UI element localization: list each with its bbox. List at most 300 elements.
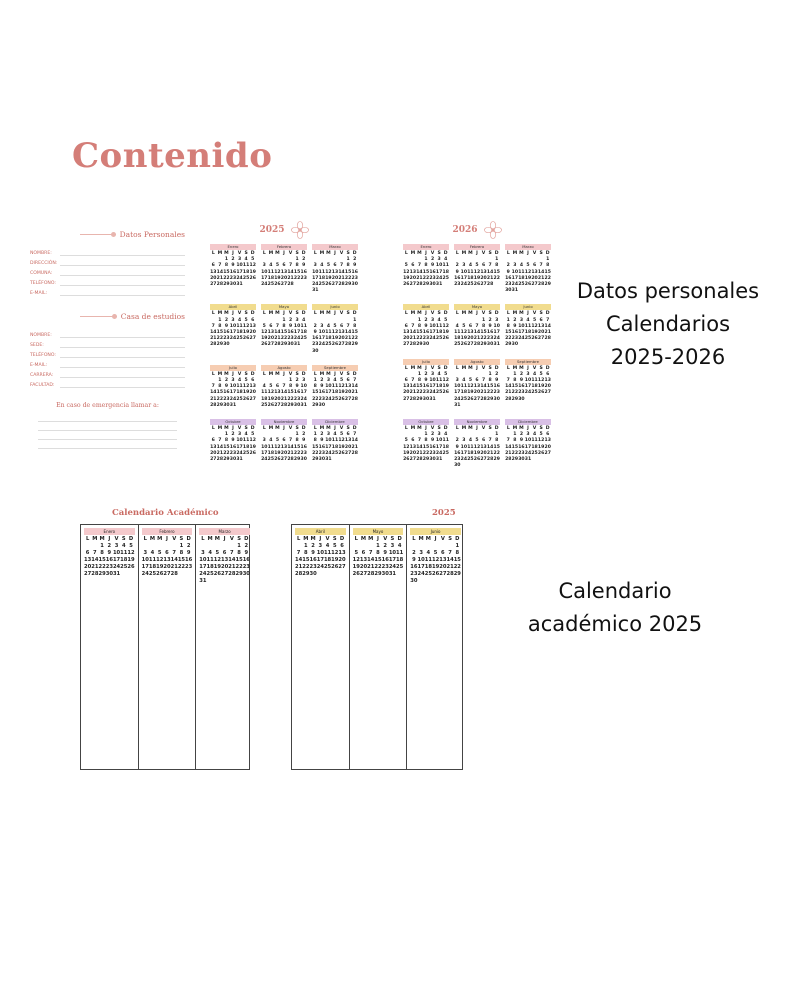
weekday-header: J bbox=[165, 536, 168, 542]
day-cell: 13 bbox=[531, 269, 538, 275]
day-cell: 22 bbox=[511, 450, 519, 456]
day-cell: 5 bbox=[157, 550, 162, 556]
day-cell: 21 bbox=[170, 564, 178, 570]
day-cell: 19 bbox=[331, 557, 339, 563]
day-cell: 3 bbox=[318, 543, 323, 549]
day-cell: 11 bbox=[242, 263, 250, 269]
day-cell: 26 bbox=[473, 282, 481, 288]
weekday-header: M bbox=[275, 311, 280, 317]
weekday-header: L bbox=[211, 371, 215, 377]
day-cell: 15 bbox=[312, 444, 319, 450]
day-cell: 10 bbox=[316, 550, 324, 556]
weekday-header: M bbox=[512, 251, 518, 256]
day-cell: 7 bbox=[546, 317, 550, 323]
month-block bbox=[261, 244, 307, 294]
month-block bbox=[505, 359, 551, 409]
day-cell: 8 bbox=[179, 550, 184, 556]
day-cell: 9 bbox=[506, 269, 510, 275]
day-cell: 17 bbox=[524, 384, 532, 390]
day-cell: 18 bbox=[331, 390, 339, 396]
day-cell: 23 bbox=[351, 275, 358, 281]
day-cell: 5 bbox=[354, 550, 359, 556]
month-name: Junio bbox=[505, 304, 551, 310]
year-header bbox=[210, 220, 358, 240]
day-cell: 11 bbox=[236, 384, 243, 390]
month-days bbox=[403, 426, 449, 463]
caption-line: 2025-2026 bbox=[610, 345, 726, 369]
weekday-header: S bbox=[539, 311, 543, 317]
weekday-header: M bbox=[217, 251, 223, 256]
day-cell: 30 bbox=[293, 402, 301, 408]
day-cell: 1 bbox=[282, 317, 286, 323]
weekday-header: V bbox=[481, 251, 486, 256]
weekday-header: V bbox=[288, 311, 293, 317]
day-cell: 18 bbox=[318, 275, 326, 281]
day-cell: 27 bbox=[249, 396, 256, 402]
day-cell: 17 bbox=[261, 275, 268, 281]
field-input-line[interactable] bbox=[60, 341, 185, 348]
day-cell: 4 bbox=[244, 257, 248, 263]
day-cell: 3 bbox=[143, 550, 148, 556]
day-cell: 21 bbox=[287, 450, 294, 456]
day-cell: 8 bbox=[417, 323, 422, 329]
day-cell: 23 bbox=[309, 564, 317, 570]
day-cell: 4 bbox=[426, 550, 431, 556]
field-input-line[interactable] bbox=[60, 351, 185, 358]
day-cell: 7 bbox=[506, 438, 510, 444]
ornament-line bbox=[80, 234, 116, 235]
weekday-header: L bbox=[455, 365, 459, 371]
field-input-line[interactable] bbox=[60, 249, 185, 256]
field-input-line[interactable] bbox=[60, 289, 185, 296]
day-cell: 15 bbox=[486, 384, 494, 390]
day-cell: 25 bbox=[236, 336, 243, 342]
month-name: Abril bbox=[210, 304, 256, 310]
form-field bbox=[30, 276, 185, 286]
month-days bbox=[505, 311, 551, 348]
day-cell: 19 bbox=[274, 275, 281, 281]
form-field bbox=[30, 368, 185, 378]
day-cell: 23 bbox=[105, 564, 113, 570]
day-cell: 3 bbox=[437, 432, 441, 438]
weekday-header: S bbox=[488, 365, 492, 371]
day-cell: 24 bbox=[293, 336, 301, 342]
day-cell: 27 bbox=[409, 457, 417, 463]
day-cell: 30 bbox=[410, 578, 418, 584]
day-cell: 7 bbox=[282, 384, 286, 390]
day-cell: 5 bbox=[462, 323, 466, 329]
weekday-header: L bbox=[354, 536, 358, 542]
day-cell: 1 bbox=[513, 371, 517, 377]
form-field bbox=[30, 358, 185, 368]
weekday-header: M bbox=[410, 251, 416, 256]
section-header bbox=[30, 226, 185, 242]
day-cell: 28 bbox=[544, 336, 551, 342]
field-input-line[interactable] bbox=[60, 361, 185, 368]
weekday-header: M bbox=[303, 536, 309, 542]
month-name: Marzo bbox=[505, 244, 551, 250]
day-cell: 11 bbox=[148, 557, 157, 563]
day-cell: 8 bbox=[353, 323, 357, 329]
day-cell: 19 bbox=[267, 396, 275, 402]
month-days bbox=[454, 251, 500, 288]
day-cell: 2 bbox=[186, 543, 191, 549]
day-cell: 16 bbox=[505, 275, 512, 281]
day-cell: 19 bbox=[127, 557, 135, 563]
day-cell: 4 bbox=[468, 438, 473, 444]
day-cell: 11 bbox=[267, 444, 275, 450]
day-cell: 7 bbox=[539, 263, 543, 269]
day-cell: 24 bbox=[429, 390, 436, 396]
day-cell: 13 bbox=[210, 444, 217, 450]
day-cell: 17 bbox=[236, 444, 243, 450]
day-cell: 19 bbox=[537, 384, 545, 390]
day-cell: 17 bbox=[293, 330, 301, 336]
day-cell: 22 bbox=[302, 564, 310, 570]
day-cell: 1 bbox=[295, 432, 299, 438]
day-cell: 14 bbox=[170, 557, 178, 563]
day-cell: 31 bbox=[312, 288, 319, 294]
datos-personales-section bbox=[30, 226, 185, 296]
form-field bbox=[30, 266, 185, 276]
academic-page-2 bbox=[291, 524, 463, 770]
day-cell: 7 bbox=[448, 550, 452, 556]
day-cell: 26 bbox=[242, 396, 250, 402]
field-label: TELÉFONO: bbox=[30, 281, 56, 286]
day-cell: 9 bbox=[313, 330, 317, 336]
month-name: Agosto bbox=[261, 365, 307, 371]
weekday-header: M bbox=[417, 426, 422, 432]
day-cell: 20 bbox=[403, 336, 410, 342]
day-cell: 12 bbox=[213, 557, 221, 563]
day-cell: 25 bbox=[524, 336, 532, 342]
day-cell: 31 bbox=[524, 457, 532, 463]
day-cell: 15 bbox=[544, 269, 551, 275]
weekday-header: J bbox=[232, 311, 234, 317]
weekday-header: M bbox=[214, 536, 220, 542]
day-cell: 6 bbox=[346, 378, 350, 384]
day-cell: 31 bbox=[236, 282, 243, 288]
day-cell: 22 bbox=[351, 336, 358, 342]
day-cell: 8 bbox=[495, 438, 499, 444]
field-input-line[interactable] bbox=[60, 259, 185, 266]
section-title: Datos Personales bbox=[119, 229, 185, 239]
day-cell: 5 bbox=[404, 263, 408, 269]
month-block bbox=[407, 525, 464, 769]
weekday-header: D bbox=[443, 365, 448, 371]
weekday-header: L bbox=[404, 311, 408, 317]
day-cell: 19 bbox=[403, 275, 410, 281]
day-cell: 28 bbox=[280, 402, 288, 408]
day-cell: 3 bbox=[262, 438, 266, 444]
caption-line: académico 2025 bbox=[527, 612, 703, 636]
weekday-header: J bbox=[425, 426, 427, 432]
weekday-header: M bbox=[418, 536, 424, 542]
field-input-line[interactable] bbox=[60, 269, 185, 276]
field-input-line[interactable] bbox=[60, 279, 185, 286]
weekday-header: D bbox=[443, 251, 448, 256]
day-cell: 22 bbox=[177, 564, 186, 570]
day-cell: 3 bbox=[326, 432, 331, 438]
day-cell: 3 bbox=[114, 543, 119, 549]
day-cell: 29 bbox=[312, 457, 319, 463]
day-cell: 8 bbox=[282, 323, 286, 329]
weekday-header: D bbox=[545, 251, 550, 256]
academic-year: 2025 bbox=[432, 508, 456, 518]
day-cell: 22 bbox=[422, 450, 430, 456]
weekday-header: J bbox=[334, 426, 336, 432]
day-cell: 16 bbox=[410, 564, 418, 570]
day-cell: 1 bbox=[218, 317, 222, 323]
day-cell: 3 bbox=[513, 263, 517, 269]
day-cell: 26 bbox=[403, 282, 410, 288]
day-cell: 17 bbox=[454, 390, 461, 396]
field-input-line[interactable] bbox=[60, 331, 185, 338]
empty-day bbox=[425, 543, 432, 550]
day-cell: 21 bbox=[473, 336, 481, 342]
empty-day bbox=[295, 543, 302, 550]
day-cell: 27 bbox=[473, 396, 481, 402]
day-cell: 2 bbox=[383, 543, 387, 549]
day-cell: 15 bbox=[302, 557, 310, 563]
day-cell: 18 bbox=[467, 275, 474, 281]
day-cell: 7 bbox=[368, 550, 373, 556]
weekday-header: D bbox=[250, 251, 255, 256]
day-cell: 14 bbox=[274, 330, 281, 336]
day-cell: 24 bbox=[435, 450, 443, 456]
day-cell: 27 bbox=[249, 336, 256, 342]
day-cell: 13 bbox=[403, 330, 410, 336]
day-cell: 30 bbox=[518, 457, 525, 463]
day-cell: 31 bbox=[325, 457, 332, 463]
day-cell: 20 bbox=[467, 336, 474, 342]
day-cell: 9 bbox=[311, 550, 315, 556]
month-days bbox=[210, 426, 256, 463]
day-cell: 23 bbox=[185, 564, 193, 570]
day-cell: 8 bbox=[224, 263, 229, 269]
day-cell: 10 bbox=[388, 550, 397, 556]
day-cell: 21 bbox=[351, 390, 358, 396]
day-cell: 26 bbox=[431, 571, 440, 577]
weekday-header: M bbox=[519, 311, 524, 317]
day-cell: 2 bbox=[224, 317, 229, 323]
day-cell: 29 bbox=[216, 342, 224, 348]
day-cell: 24 bbox=[312, 282, 319, 288]
empty-day bbox=[171, 543, 178, 550]
day-cell: 21 bbox=[295, 564, 303, 570]
weekday-header: S bbox=[332, 536, 337, 542]
day-cell: 19 bbox=[242, 390, 250, 396]
day-cell: 22 bbox=[223, 275, 230, 281]
day-cell: 8 bbox=[513, 378, 517, 384]
day-cell: 21 bbox=[216, 450, 224, 456]
day-cell: 7 bbox=[506, 378, 510, 384]
day-cell: 6 bbox=[165, 550, 169, 556]
weekday-header: S bbox=[295, 426, 299, 432]
day-cell: 26 bbox=[442, 390, 449, 396]
day-cell: 16 bbox=[518, 444, 525, 450]
day-cell: 13 bbox=[473, 384, 481, 390]
day-cell: 25 bbox=[442, 450, 449, 456]
day-cell: 1 bbox=[295, 257, 299, 263]
section-title: Casa de estudios bbox=[120, 311, 185, 321]
day-cell: 1 bbox=[353, 317, 357, 323]
day-cell: 22 bbox=[493, 275, 500, 281]
day-cell: 8 bbox=[224, 438, 229, 444]
day-cell: 15 bbox=[422, 269, 430, 275]
day-cell: 17 bbox=[229, 330, 237, 336]
weekday-header: L bbox=[143, 536, 147, 542]
day-cell: 18 bbox=[236, 390, 243, 396]
day-cell: 7 bbox=[172, 550, 176, 556]
field-input-line[interactable] bbox=[60, 371, 185, 378]
day-cell: 7 bbox=[346, 323, 350, 329]
day-cell: 30 bbox=[429, 282, 436, 288]
day-cell: 15 bbox=[223, 444, 230, 450]
day-cell: 5 bbox=[475, 263, 479, 269]
day-cell: 20 bbox=[439, 564, 447, 570]
day-cell: 23 bbox=[223, 336, 230, 342]
year-header bbox=[403, 220, 551, 240]
day-cell: 17 bbox=[141, 564, 149, 570]
day-cell: 22 bbox=[544, 275, 551, 281]
day-cell: 19 bbox=[524, 275, 532, 281]
day-cell: 9 bbox=[424, 378, 428, 384]
month-days bbox=[403, 251, 449, 288]
month-name: Noviembre bbox=[261, 419, 307, 425]
day-cell: 6 bbox=[532, 263, 537, 269]
month-days bbox=[261, 372, 307, 409]
weekday-header: S bbox=[295, 251, 299, 256]
month-days bbox=[403, 366, 449, 403]
day-cell: 5 bbox=[468, 378, 473, 384]
field-input-line[interactable] bbox=[60, 381, 185, 388]
weekday-header: S bbox=[244, 311, 248, 317]
day-cell: 24 bbox=[511, 282, 519, 288]
day-cell: 3 bbox=[462, 438, 466, 444]
weekday-header: M bbox=[512, 365, 518, 371]
day-cell: 3 bbox=[519, 317, 524, 323]
day-cell: 8 bbox=[237, 550, 241, 556]
weekday-header: D bbox=[443, 426, 448, 432]
weekday-header: V bbox=[339, 371, 344, 377]
day-cell: 16 bbox=[518, 384, 525, 390]
weekday-header: S bbox=[488, 311, 492, 317]
month-block bbox=[454, 304, 500, 348]
day-cell: 27 bbox=[409, 282, 417, 288]
day-cell: 20 bbox=[338, 557, 346, 563]
day-cell: 1 bbox=[417, 371, 422, 377]
day-cell: 7 bbox=[93, 550, 97, 556]
day-cell: 26 bbox=[213, 571, 221, 577]
day-cell: 5 bbox=[326, 263, 331, 269]
day-cell: 9 bbox=[302, 438, 306, 444]
day-cell: 27 bbox=[544, 450, 551, 456]
day-cell: 19 bbox=[274, 450, 281, 456]
day-cell: 20 bbox=[359, 564, 368, 570]
day-cell: 30 bbox=[422, 342, 430, 348]
day-cell: 14 bbox=[287, 444, 294, 450]
day-cell: 30 bbox=[518, 396, 525, 402]
weekday-header: L bbox=[506, 365, 510, 371]
weekday-header: D bbox=[494, 311, 499, 317]
day-cell: 26 bbox=[403, 457, 410, 463]
day-cell: 21 bbox=[280, 396, 288, 402]
day-cell: 2 bbox=[231, 257, 235, 263]
day-cell: 30 bbox=[312, 348, 319, 354]
day-cell: 4 bbox=[121, 543, 126, 549]
day-cell: 15 bbox=[280, 330, 288, 336]
weekday-header: S bbox=[539, 251, 543, 256]
day-cell: 17 bbox=[388, 557, 397, 563]
day-cell: 1 bbox=[506, 317, 510, 323]
day-cell: 12 bbox=[331, 550, 339, 556]
day-cell: 9 bbox=[495, 378, 499, 384]
weekday-header: M bbox=[217, 426, 223, 432]
day-cell: 28 bbox=[505, 396, 512, 402]
day-cell: 14 bbox=[216, 269, 224, 275]
field-label: DIRECCIÓN: bbox=[30, 261, 58, 266]
academic-title: Calendario Académico bbox=[112, 508, 219, 518]
day-cell: 18 bbox=[396, 557, 404, 563]
month-block bbox=[403, 419, 449, 469]
day-cell: 14 bbox=[228, 557, 236, 563]
day-cell: 9 bbox=[519, 378, 524, 384]
day-cell: 2 bbox=[455, 438, 459, 444]
day-cell: 24 bbox=[261, 282, 268, 288]
day-cell: 12 bbox=[338, 384, 345, 390]
day-cell: 8 bbox=[424, 263, 428, 269]
day-cell: 2 bbox=[488, 317, 492, 323]
day-cell: 17 bbox=[112, 557, 121, 563]
month-name: Enero bbox=[403, 244, 449, 250]
day-cell: 20 bbox=[344, 444, 352, 450]
empty-day bbox=[432, 543, 439, 550]
day-cell: 14 bbox=[416, 269, 423, 275]
weekday-header: L bbox=[85, 536, 90, 542]
weekday-header: L bbox=[412, 536, 416, 542]
weekday-header: J bbox=[334, 251, 336, 256]
day-cell: 15 bbox=[493, 269, 500, 275]
weekday-header: L bbox=[211, 311, 215, 317]
day-cell: 17 bbox=[318, 336, 326, 342]
day-cell: 19 bbox=[352, 564, 360, 570]
day-cell: 10 bbox=[524, 438, 532, 444]
weekday-header: J bbox=[334, 371, 336, 377]
day-cell: 8 bbox=[513, 438, 517, 444]
day-cell: 24 bbox=[524, 450, 532, 456]
day-cell: 2 bbox=[506, 263, 510, 269]
form-field bbox=[30, 378, 185, 388]
day-cell: 21 bbox=[344, 336, 352, 342]
day-cell: 20 bbox=[220, 564, 229, 570]
month-block bbox=[403, 304, 449, 348]
day-cell: 4 bbox=[437, 371, 441, 377]
day-cell: 17 bbox=[325, 444, 332, 450]
weekday-header: D bbox=[545, 426, 550, 432]
empty-day bbox=[149, 543, 156, 550]
weekday-header: S bbox=[488, 426, 492, 432]
day-cell: 18 bbox=[435, 384, 443, 390]
day-cell: 12 bbox=[531, 323, 538, 329]
day-cell: 9 bbox=[295, 384, 299, 390]
day-cell: 13 bbox=[480, 269, 487, 275]
write-line bbox=[38, 413, 177, 422]
weekday-header: M bbox=[468, 365, 473, 371]
empty-day bbox=[142, 543, 149, 550]
day-cell: 10 bbox=[312, 269, 319, 275]
weekday-header: M bbox=[217, 311, 223, 317]
